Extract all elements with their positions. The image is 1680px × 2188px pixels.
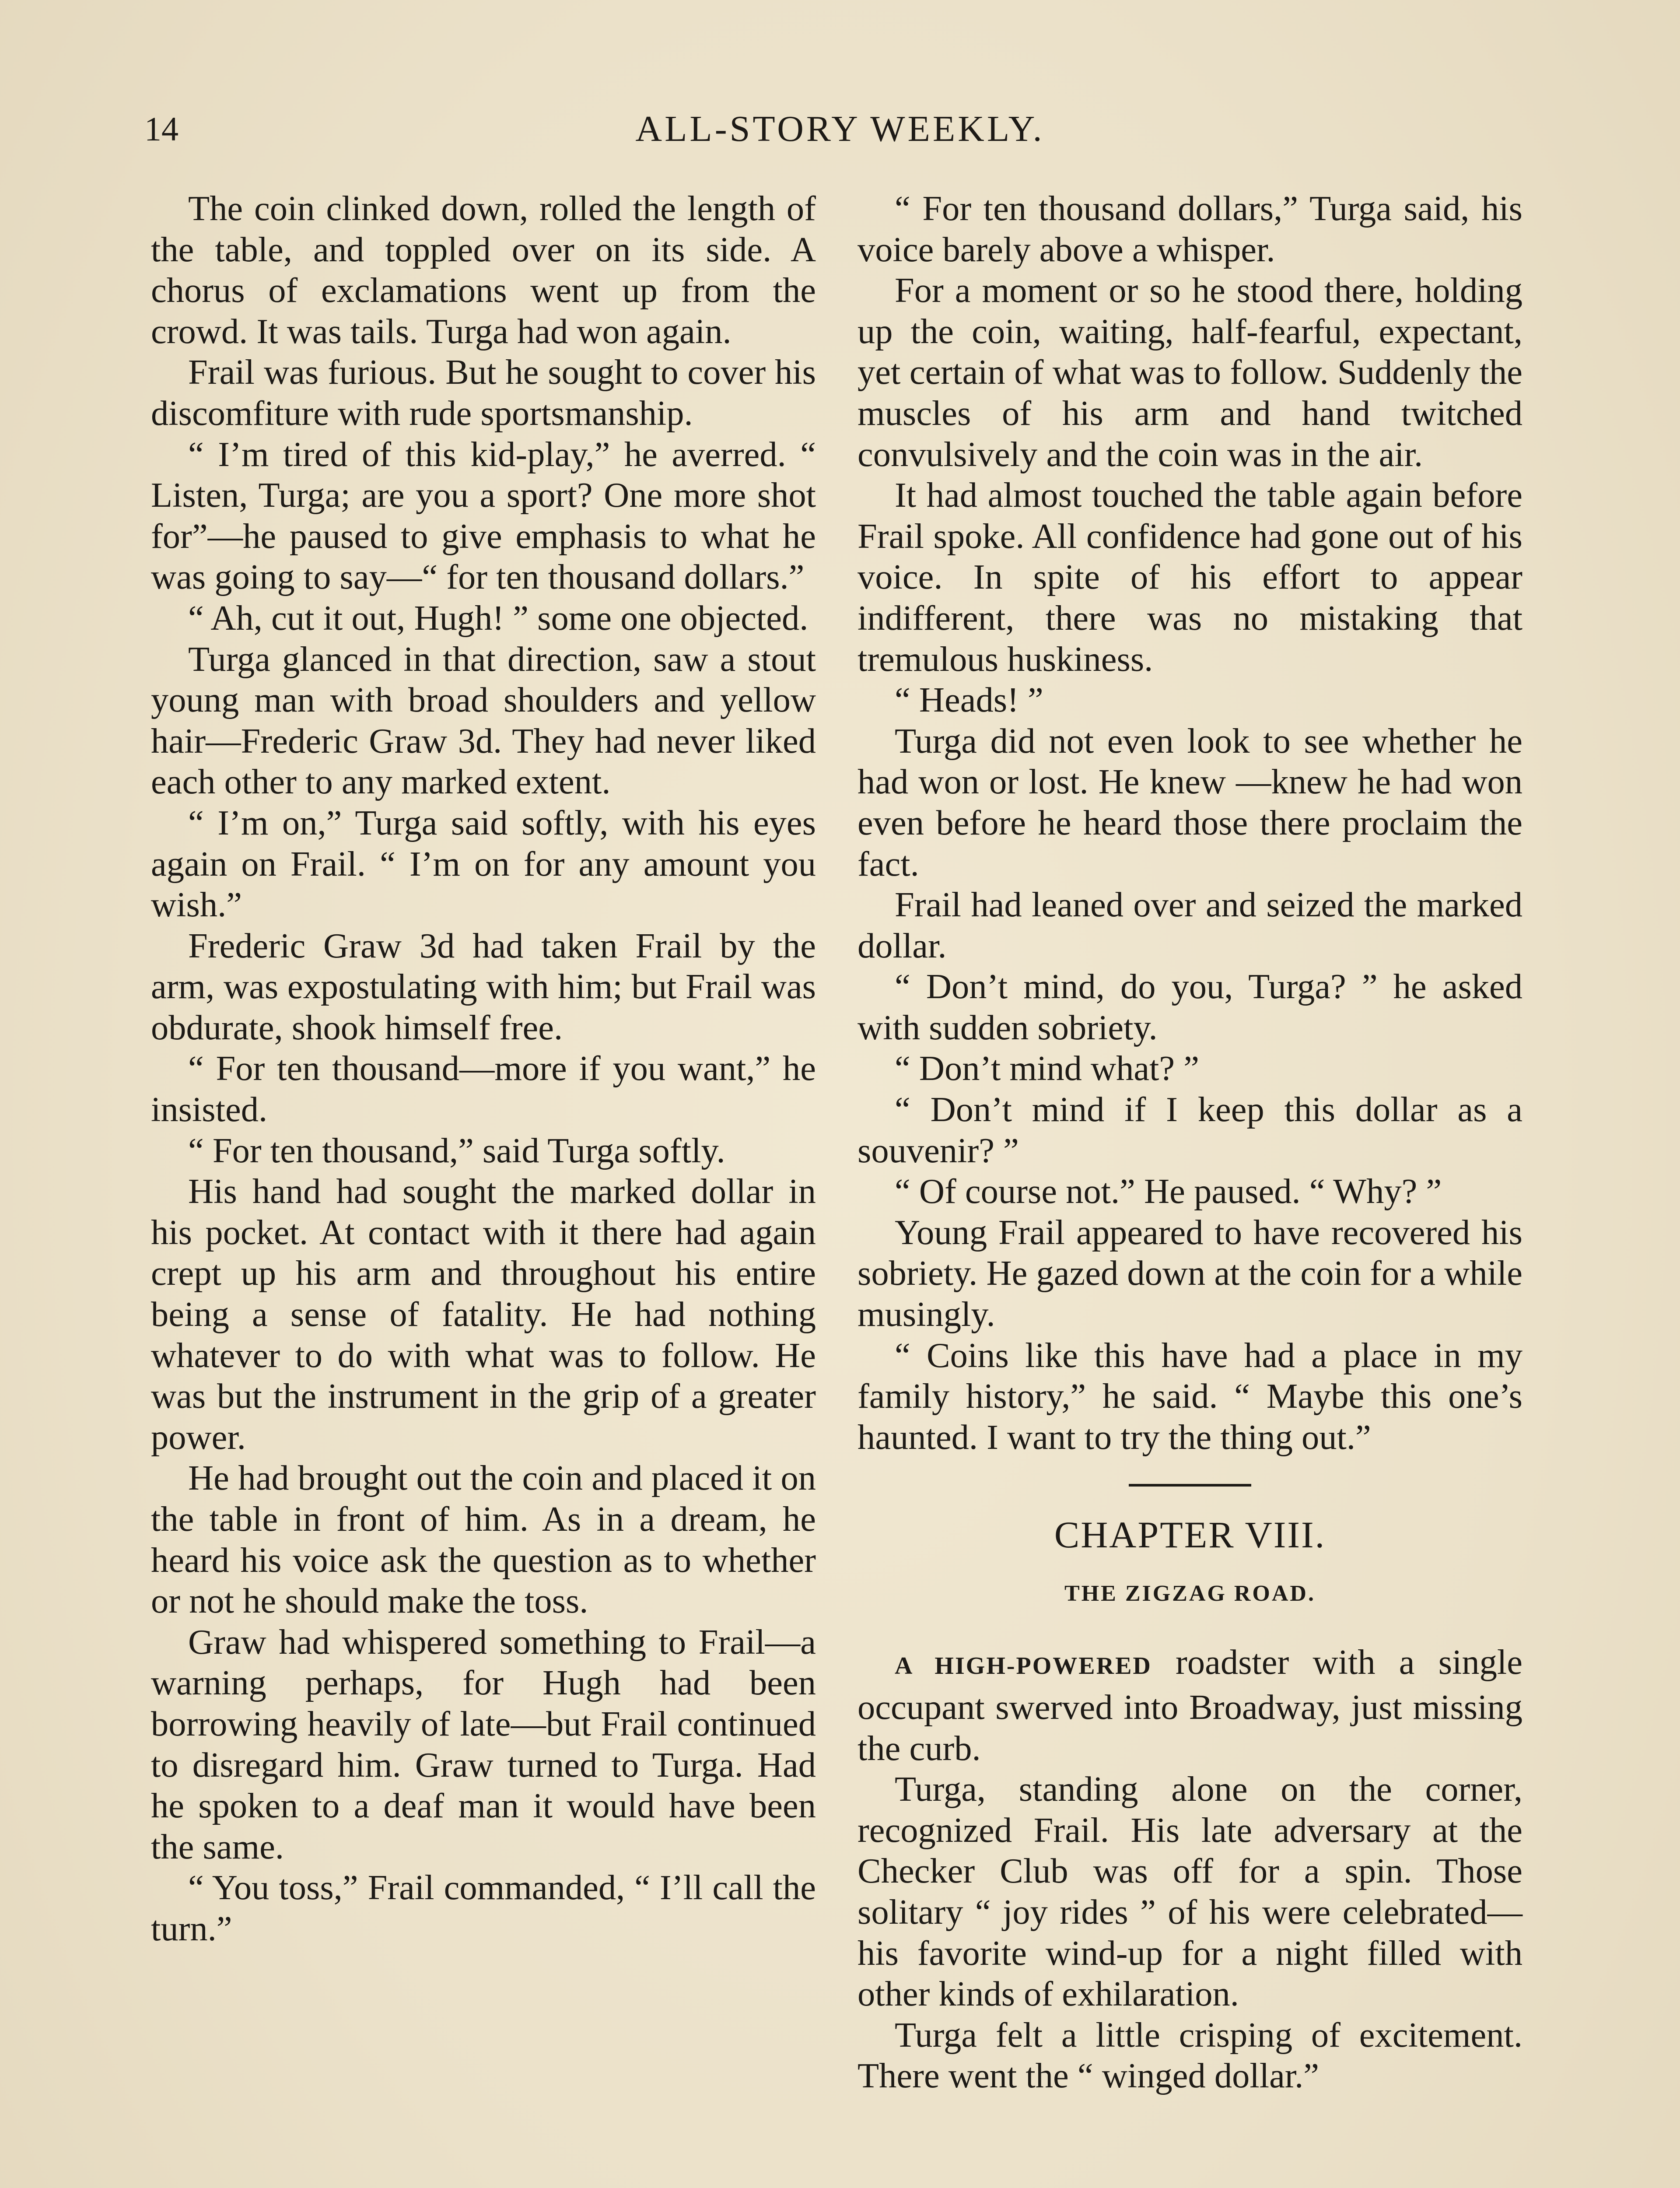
page-number: 14 — [144, 110, 178, 148]
chapter-subtitle: THE ZIGZAG ROAD. — [1064, 1581, 1316, 1606]
chapter-opening-paragraph — [858, 1642, 1522, 1769]
paragraph: “ I’m tired of this kid-play,” he averred. “ Listen, Turga; are you a sport? One more shot for”—he paused to give emphasis to what he was going to say—“ for ten thousand dollars.” — [151, 435, 816, 597]
paragraph: Turga felt a little crisping of excitement. There went the “ winged dollar.” — [858, 2015, 1522, 2096]
right-column — [858, 188, 1522, 2097]
paragraph: “ Coins like this have had a place in my family history,” he said. “ Maybe this one’s haunted. I want to try the thing out.” — [858, 1336, 1522, 1457]
paragraph: For a moment or so he stood there, holding up the coin, waiting, half-fearful, expectant, yet certain of what was to follow. Suddenly the muscles of his arm and hand twitched convulsively and the coin was in the air. — [858, 271, 1522, 474]
paragraph: “ For ten thousand—more if you want,” he insisted. — [151, 1049, 816, 1129]
paragraph: Turga, standing alone on the corner, recognized Frail. His late adversary at the Checker Club was off for a spin. Those solitary “ joy rides ” of his were celebrated—his favorite wind-up for a night filled with other kinds of exhilaration. — [858, 1770, 1522, 2014]
paragraph: Young Frail appeared to have recovered his sobriety. He gazed down at the coin for a while musingly. — [858, 1213, 1522, 1334]
paragraph: Graw had whispered something to Frail—a warning perhaps, for Hugh had been borrowing heavily of late—but Frail continued to disregard him. Graw turned to Turga. Had he spoken to a deaf man it would have been the same. — [151, 1622, 816, 1866]
chapter-opening-text: roadster with a single occupant swerved into Broadway, just missing the curb. — [858, 1643, 1522, 1768]
paragraph: Frail had leaned over and seized the marked dollar. — [858, 885, 1522, 965]
paragraph: “ Don’t mind, do you, Turga? ” he asked with sudden sobriety. — [858, 967, 1522, 1047]
paragraph: “ I’m on,” Turga said softly, with his eyes again on Frail. “ I’m on for any amount you wish.” — [151, 803, 816, 925]
paragraph: The coin clinked down, rolled the length of the table, and toppled over on its side. A chorus of exclamations went up from the crowd. It was tails. Turga had won again. — [151, 189, 816, 351]
section-divider — [1129, 1484, 1251, 1487]
paragraph: “ For ten thousand dollars,” Turga said, his voice barely above a whisper. — [858, 189, 1522, 269]
paragraph: “ Of course not.” He paused. “ Why? ” — [895, 1172, 1442, 1211]
paragraph: “ For ten thousand,” said Turga softly. — [188, 1131, 725, 1170]
running-head: ALL-STORY WEEKLY. — [635, 109, 1045, 149]
paragraph: “ Ah, cut it out, Hugh! ” some one objected. — [188, 598, 808, 638]
paragraph: It had almost touched the table again before Frail spoke. All confidence had gone out of his voice. In spite of his effort to appear indifferent, there was no mistaking that tremulous huskiness. — [858, 476, 1522, 679]
paragraph: Turga glanced in that direction, saw a stout young man with broad shoulders and yellow hair—Frederic Graw 3d. They had never liked each other to any marked extent. — [151, 639, 816, 802]
paragraph: “ Don’t mind what? ” — [895, 1049, 1200, 1088]
chapter-title: CHAPTER VIII. — [1054, 1514, 1326, 1556]
paragraph: “ Heads! ” — [895, 680, 1043, 720]
chapter-opening-smallcaps: A HIGH-POWERED — [895, 1652, 1152, 1680]
paragraph: Turga did not even look to see whether he had won or lost. He knew —knew he had won even before he heard those there proclaim the fact. — [858, 721, 1522, 884]
page-header — [144, 105, 1536, 162]
paragraph: “ You toss,” Frail commanded, “ I’ll call the turn.” — [151, 1868, 816, 1948]
left-column — [151, 188, 816, 1950]
paragraph: Frail was furious. But he sought to cover his discomfiture with rude sportsmanship. — [151, 353, 816, 433]
paragraph: “ Don’t mind if I keep this dollar as a souvenir? ” — [858, 1090, 1522, 1170]
paragraph: Frederic Graw 3d had taken Frail by the arm, was expostulating with him; but Frail was obdurate, shook himself free. — [151, 926, 816, 1047]
paragraph: He had brought out the coin and placed it on the table in front of him. As in a dream, he heard his voice ask the question as to whether or not he should make the toss. — [151, 1459, 816, 1621]
paragraph: His hand had sought the marked dollar in his pocket. At contact with it there had again crept up his arm and throughout his entire being a sense of fatality. He had nothing whatever to do with what was to follow. He was but the instrument in the grip of a greater power. — [151, 1172, 816, 1457]
